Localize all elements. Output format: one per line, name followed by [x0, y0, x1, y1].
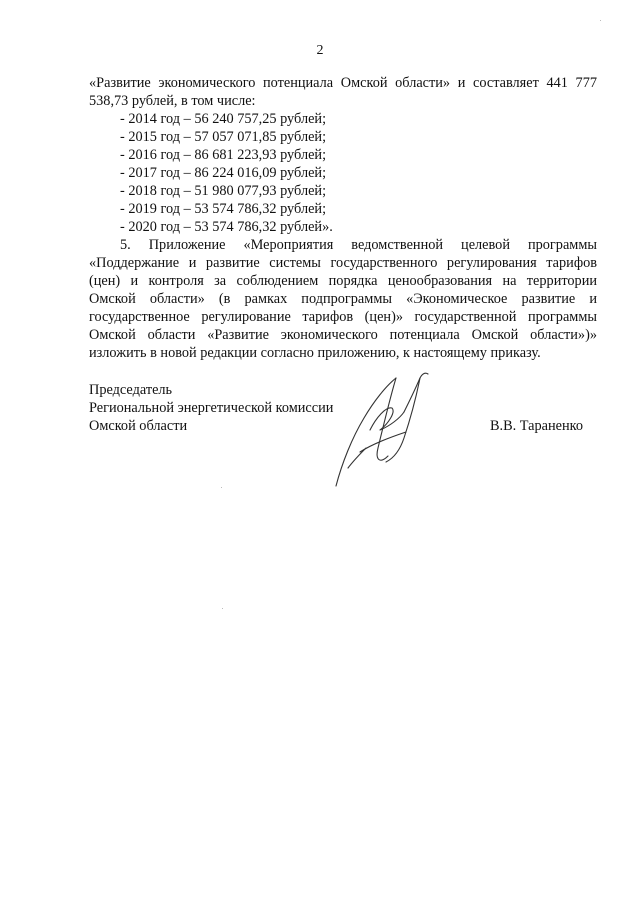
signatory-title-line: Региональной энергетической комиссии — [89, 400, 334, 416]
signatory-title-line: Омской области — [89, 418, 188, 434]
page-number: 2 — [316, 43, 324, 58]
item5-line-5: государственное регулирование тарифов (цен)» государственной программы — [89, 309, 597, 325]
year-item-2016: - 2016 год – 86 681 223,93 рублей; — [120, 147, 327, 163]
scan-speck — [221, 487, 222, 488]
year-item-2015: - 2015 год – 57 057 071,85 рублей; — [120, 129, 327, 145]
signatory-title-line: Председатель — [89, 382, 173, 398]
scan-speck — [222, 608, 223, 609]
item5-line-6: Омской области «Развитие экономического потенциала Омской области»)» — [89, 327, 597, 343]
item5-line-1: 5. Приложение «Мероприятия ведомственной целевой программы — [120, 237, 597, 253]
item5-line-3: (цен) и контроля за соблюдением порядка ценообразования на территории — [89, 273, 597, 289]
year-item-2017: - 2017 год – 86 224 016,09 рублей; — [120, 165, 327, 181]
intro-line-1: «Развитие экономического потенциала Омской области» и составляет 441 777 — [89, 75, 597, 91]
item5-line-7: изложить в новой редакции согласно приложению, к настоящему приказу. — [89, 345, 541, 361]
year-item-2019: - 2019 год – 53 574 786,32 рублей; — [120, 201, 327, 217]
year-item-2014: - 2014 год – 56 240 757,25 рублей; — [120, 111, 327, 127]
signatory-title — [89, 381, 333, 435]
handwritten-signature — [330, 368, 440, 493]
item5-line-4: Омской области» (в рамках подпрограммы «Экономическое развитие и — [89, 291, 597, 307]
scan-speck — [600, 20, 601, 21]
year-item-2020: - 2020 год – 53 574 786,32 рублей». — [120, 219, 333, 235]
intro-line-2: 538,73 рублей, в том числе: — [89, 93, 256, 109]
item5-line-2: «Поддержание и развитие системы государственного регулирования тарифов — [89, 255, 597, 271]
signatory-name: В.В. Тараненко — [490, 418, 584, 434]
year-item-2018: - 2018 год – 51 980 077,93 рублей; — [120, 183, 327, 199]
